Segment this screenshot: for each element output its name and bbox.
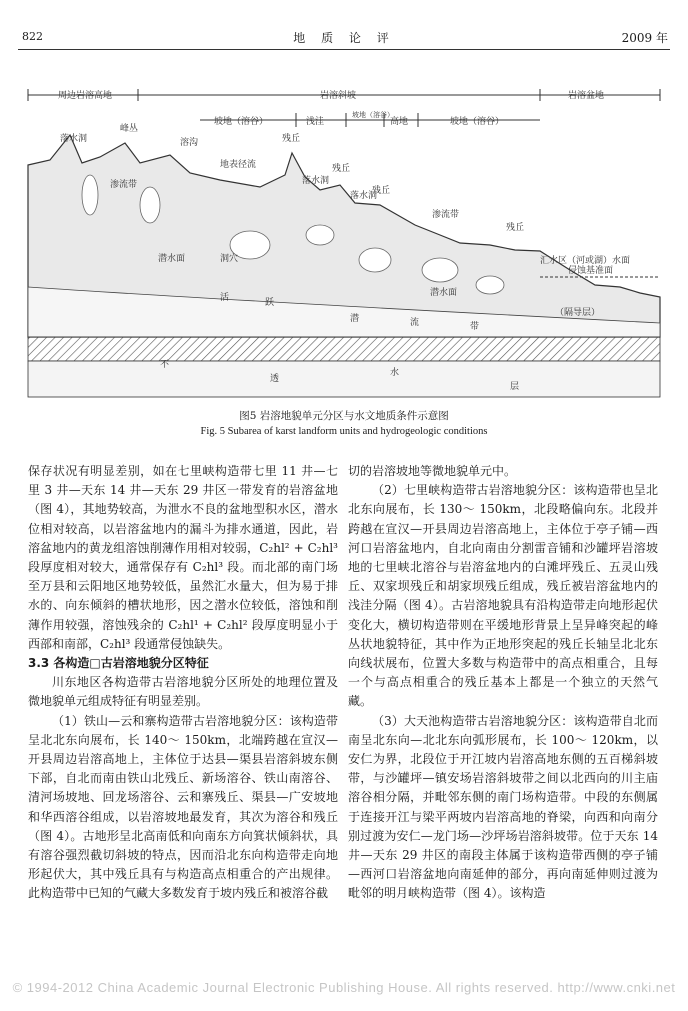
right-paragraph-3: （3）大天池构造带古岩溶地貌分区：该构造带自北而南呈北东向—北北东向弧形展布，长 100～ 120km，以安仁为界，北段位于开江坡内岩溶高地东侧的五百梯斜坡带，与沙罐坪—镇安场岩溶斜坡带之间以北西向的川主庙溶谷相分隔，并毗邻东侧的南门场构造带。中段的东侧属于连接开江与梁平两坡内岩溶高地的脊梁，向西和向南分别过渡为安仁—龙门场—沙坪场岩溶斜坡带。位于天东 14 井—天东 29 井区的南段主体属于该构造带西侧的亭子铺—西河口岩溶盆地向南延伸的部分，再向南延伸则过渡为毗邻的明月峡构造带（图 4）。该构造 [348,713,658,901]
copyright-watermark: © 1994-2012 China Academic Journal Electronic Publishing House. All rights reserved. http://www.cnki.net [12,980,676,995]
page-number: 822 [22,30,43,43]
active-zone-label-1: 活 [220,293,230,303]
zone-left-label: 周边岩溶高地 [58,91,113,101]
sinkhole-label-1: 落水洞 [60,134,88,144]
journal-title: 地 质 论 评 [293,31,395,45]
karst-trough-label: 溶沟 [180,138,199,148]
peak-cluster-label: 峰丛 [120,124,139,134]
section-heading-3-3: 3.3 各构造□古岩溶地貌分区特征 [28,656,209,671]
sub-slope-label-3: 坡地（溶谷） [450,117,505,127]
publication-year: 2009 年 [621,31,668,45]
figure-captions [0,408,688,440]
base-level-label: 侵蚀基准面 [568,266,614,276]
sinkhole-label-3: 落水洞 [350,191,378,201]
impermeable-label-1: 不 [160,360,170,370]
right-column [348,462,658,904]
karst-figure [20,75,668,405]
phreatic-zone-label-3: 带 [470,322,480,332]
water-table-label-1: 潜水面 [158,254,186,264]
left-paragraph-2: 川东地区各构造带古岩溶地貌分区所处的地理位置及微地貌单元组成特征有明显差别。 [28,675,338,709]
sub-slope-label-2: 坡地（溶谷） [352,111,394,119]
impermeable-label-4: 层 [510,382,520,392]
residual-hill-label-1: 残丘 [282,134,301,144]
zone-mid-label: 岩溶斜坡 [320,91,357,101]
karst-diagram [20,75,668,405]
catchment-label: 汇水区（河或湖）水面 [540,256,631,266]
sub-slope-label-1: 坡地（溶谷） [214,117,269,127]
surface-runoff-label: 地表径流 [220,160,257,170]
vadose-zone-label-2: 渗流带 [432,210,460,220]
water-table-label-2: 潜水面 [430,288,458,298]
phreatic-zone-label-2: 流 [410,318,420,328]
residual-hill-label-2: 残丘 [332,164,351,174]
sub-highland-label: 高地 [390,117,409,127]
residual-hill-label-4: 残丘 [506,223,525,233]
figure-caption-cn: 图5 岩溶地貌单元分区与水文地质条件示意图 [239,410,449,422]
figure-caption-en: Fig. 5 Subarea of karst landform units and hydrogeologic conditions [200,426,488,437]
right-paragraph-1: 切的岩溶坡地等微地貌单元中。 [348,464,517,478]
header-rule [18,49,670,50]
zone-right-label: 岩溶盆地 [568,91,605,101]
left-paragraph-3: （1）铁山—云和寨构造带古岩溶地貌分区：该构造带呈北北东向展布，长 140～ 150km，北端跨越在宣汉—开县周边岩溶高地上，主体位于达县—渠县岩溶斜坡东侧下部，自北而南由铁山北残丘、新场溶谷、铁山南溶谷、清河场坡地、回龙场溶谷、云和寨残丘、渠县—广安坡地和华西溶谷组成，以岩溶坡地最发育，其次为溶谷和残丘（图 4）。古地形呈北高南低和向南东方向箕状倾斜状，具有溶谷强烈截切斜坡的特点，因而沿北东向构造带走向地形起伏大，其中残丘具有与构造高点相重合的产出规律。此构造带中已知的气藏大多数发育于坡内残丘和被溶谷截 [28,713,338,901]
left-column [28,462,338,904]
impermeable-label-3: 水 [390,368,400,378]
page-header [0,0,688,50]
impermeable-layer [28,361,660,397]
residual-hill-label-3: 残丘 [372,186,391,196]
right-paragraph-2: （2）七里峡构造带古岩溶地貌分区：该构造带也呈北北东向展布，长 130～ 150km，北段略偏向东。北段并跨越在宣汉—开县周边岩溶高地上，主体位于亭子铺—西河口岩溶盆地内，自北向南由分割雷音铺和沙罐坪岩溶坡地的七里峡北溶谷与岩溶盆地内的白滩坪残丘、五灵山残丘、双家坝残丘和胡家坝残丘组成，残丘被岩溶盆地内的浅洼分隔（图 4）。古岩溶地貌具有沿构造带走向地形起伏变化大，横切构造带则在平缓地形背景上呈异峰突起的峰丛状地貌特征，其中作为正地形突起的残丘长轴呈北北东向线状展布，位置大多数与构造带中的高点相重合，且每一个与高点相重合的残丘基本上都是一个独立的天然气藏。 [348,483,658,709]
confining-layer-label: （隔导层） [555,308,601,318]
cave-label: 洞穴 [220,254,239,264]
phreatic-zone-label-1: 潜 [350,314,360,324]
left-paragraph-1: 保存状况有明显差别，如在七里峡构造带七里 11 井—七里 3 井—天东 14 井—天东 29 井区一带发育的岩溶盆地（图 4），其地势较高，为泄水不良的盆地型积水区，潜水位相对较高，以岩溶盆地内的漏斗为排水通道，因此，岩溶盆地内的黄龙组溶蚀削薄作用相对较弱，C₂hl² + C₂hl³ 段厚度相对较大，通常保存有 C₂hl³ 段。而北部的南门场至万县和云阳地区地势较低，虽然汇水量大，但为易于排水的、向东倾斜的槽状地形，因之潜水位较低，溶蚀和削薄作用较强，溶蚀残余的 C₂hl¹ + C₂hl² 段厚度明显小于西部和南部，C₂hl³ 段通常侵蚀缺失。 [28,464,338,651]
vadose-zone-label-1: 渗流带 [110,180,138,190]
active-zone-label-2: 跃 [265,298,275,308]
sub-shallow-label: 浅洼 [306,117,325,127]
sinkhole-label-2: 落水洞 [302,176,330,186]
confining-layer [28,337,660,361]
impermeable-label-2: 透 [270,374,280,384]
